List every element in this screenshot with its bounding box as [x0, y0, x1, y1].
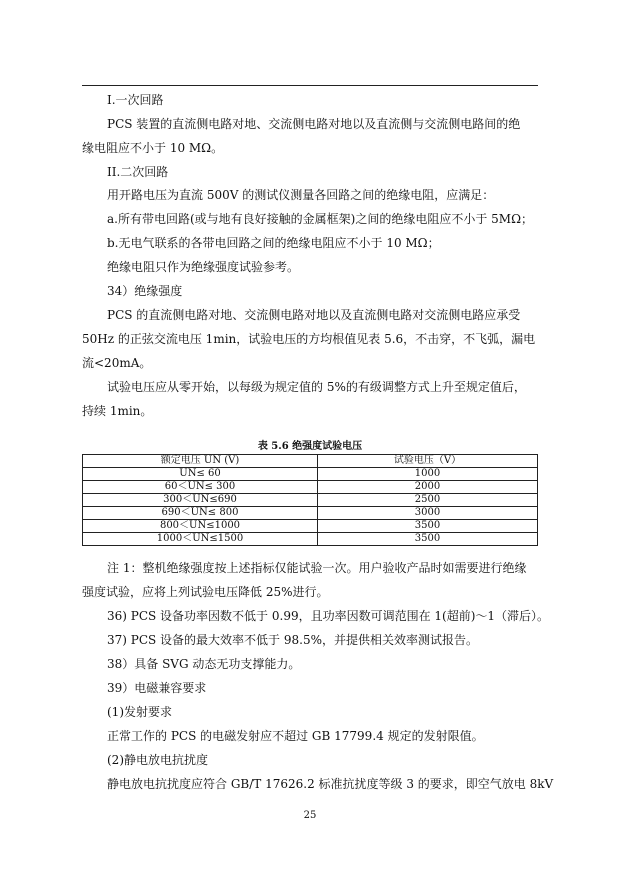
- paragraph-line: 50Hz 的正弦交流电压 1min，试验电压的方均根值见表 5.6，不击穿，不飞弧，漏电: [82, 332, 536, 346]
- list-item-a: a.所有带电回路(或与地有良好接触的金属框架)之间的绝缘电阻应不小于 5MΩ；: [107, 212, 534, 226]
- item-36: 36) PCS 设备功率因数不低于 0.99，且功率因数可调范围在 1(超前)～1（滞后）。: [107, 609, 550, 623]
- paragraph-line: 流<20mA。: [82, 356, 152, 370]
- item-38: 38）具备 SVG 动态无功支撑能力。: [107, 657, 301, 671]
- paragraph-line: 试验电压应从零开始，以每级为规定值的 5%的有级调整方式上升至规定值后，: [107, 380, 526, 394]
- test-voltage-cell: 2500: [318, 494, 538, 507]
- rated-voltage-cell: 300＜UN≤690: [83, 494, 318, 507]
- test-voltage-cell: 3500: [318, 533, 538, 546]
- paragraph-line: 正常工作的 PCS 的电磁发射应不超过 GB 17799.4 规定的发射限值。: [107, 729, 484, 743]
- note-line: 注 1：整机绝缘强度按上述指标仅能试验一次。用户验收产品时如需要进行绝缘: [107, 561, 527, 575]
- table-caption: 表 5.6 绝强度试验电压: [257, 441, 363, 452]
- table-row: [83, 507, 538, 520]
- test-voltage-cell: 2000: [318, 481, 538, 494]
- subheading-emission: (1)发射要求: [107, 705, 172, 719]
- rated-voltage-cell: 1000＜UN≤1500: [83, 533, 318, 546]
- header-test-voltage: 试验电压（V）: [318, 455, 538, 468]
- header-rule: [82, 85, 538, 86]
- item-39: 39）电磁兼容要求: [107, 681, 207, 695]
- paragraph-line: 缘电阻应不小于 10 MΩ。: [82, 141, 224, 155]
- paragraph-line: PCS 的直流侧电路对地、交流侧电路对地以及直流侧电路对交流侧电路应承受: [107, 308, 521, 322]
- table-row: [83, 481, 538, 494]
- table-row: [83, 494, 538, 507]
- test-voltage-cell: 3500: [318, 520, 538, 533]
- table-row: [83, 468, 538, 481]
- list-item-b: b.无电气联系的各带电回路之间的绝缘电阻应不小于 10 MΩ；: [107, 236, 440, 250]
- paragraph-line: 持续 1min。: [82, 404, 153, 418]
- heading-secondary-circuit: II.二次回路: [107, 165, 169, 179]
- paragraph-line: 绝缘电阻只作为绝缘强度试验参考。: [107, 260, 300, 274]
- heading-primary-circuit: I.一次回路: [107, 93, 164, 107]
- heading-insulation-strength: 34）绝缘强度: [107, 284, 183, 298]
- subheading-esd-immunity: (2)静电放电抗扰度: [107, 753, 208, 767]
- test-voltage-cell: 1000: [318, 468, 538, 481]
- item-37: 37) PCS 设备的最大效率不低于 98.5%，并提供相关效率测试报告。: [107, 633, 478, 647]
- rated-voltage-cell: UN≤ 60: [83, 468, 318, 481]
- rated-voltage-cell: 800＜UN≤1000: [83, 520, 318, 533]
- table-row: [83, 533, 538, 546]
- table-header-row: [83, 455, 538, 468]
- rated-voltage-cell: 60＜UN≤ 300: [83, 481, 318, 494]
- paragraph-line: PCS 装置的直流侧电路对地、交流侧电路对地以及直流侧与交流侧电路间的绝: [107, 117, 521, 131]
- rated-voltage-cell: 690＜UN≤ 800: [83, 507, 318, 520]
- note-line: 强度试验，应将上列试验电压降低 25%进行。: [82, 585, 329, 599]
- test-voltage-cell: 3000: [318, 507, 538, 520]
- test-voltage-table: [82, 454, 538, 546]
- table-row: [83, 520, 538, 533]
- header-rated-voltage: 额定电压 UN (V): [83, 455, 318, 468]
- paragraph-line: 用开路电压为直流 500V 的测试仪测量各回路之间的绝缘电阻，应满足：: [107, 188, 495, 202]
- page-number: 25: [303, 810, 317, 821]
- paragraph-line: 静电放电抗扰度应符合 GB/T 17626.2 标准抗扰度等级 3 的要求，即空气放电 8kV: [107, 777, 554, 791]
